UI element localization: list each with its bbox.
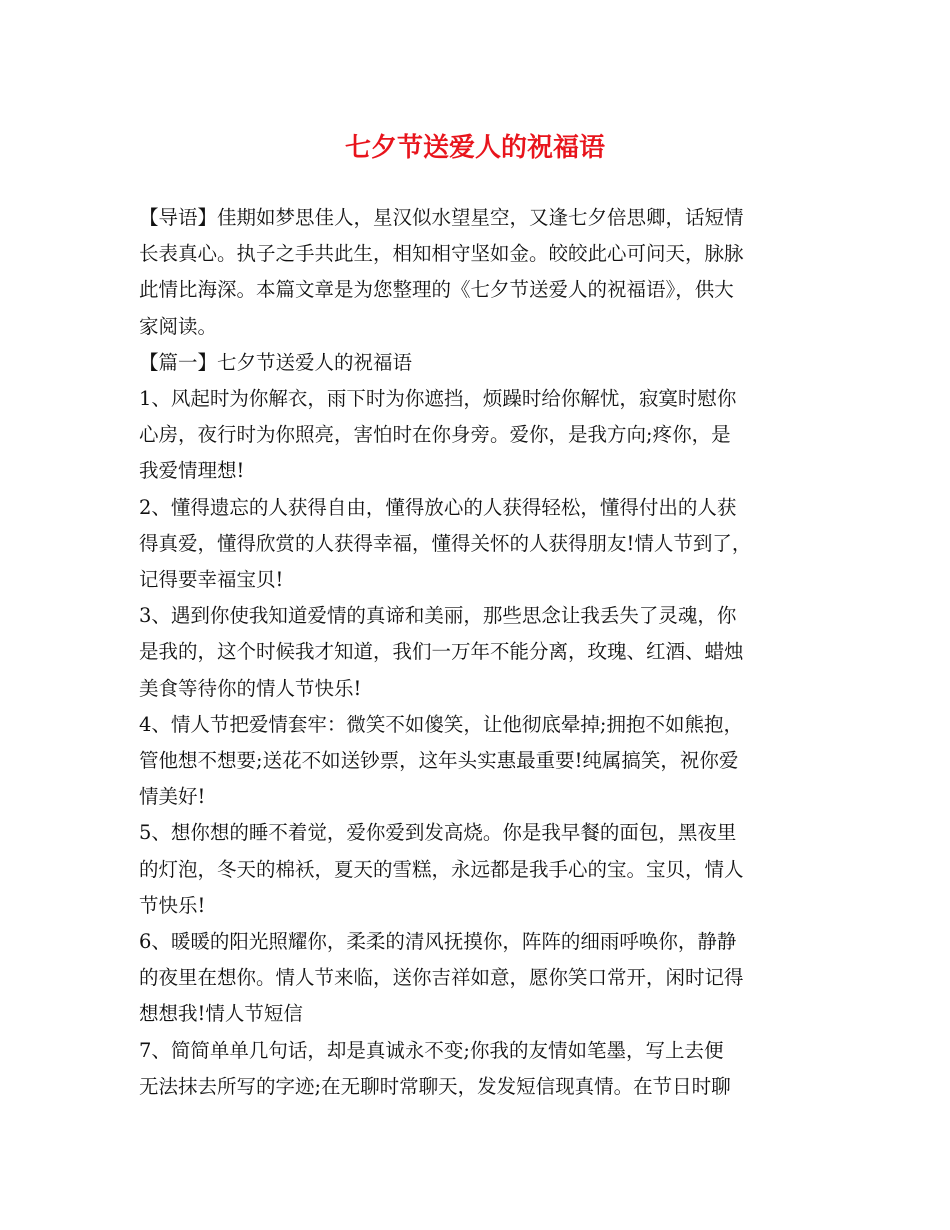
text-line: 4、情人节把爱情套牢：微笑不如傻笑，让他彻底晕掉;拥抱不如熊抱，	[139, 712, 743, 736]
text-line: 想想我!情人节短信	[139, 1002, 303, 1026]
text-line: 5、想你想的睡不着觉，爱你爱到发高烧。你是我早餐的面包，黑夜里	[139, 821, 737, 845]
text-line: 得真爱，懂得欣赏的人获得幸福，懂得关怀的人获得朋友!情人节到了，	[139, 531, 752, 555]
text-line: 长表真心。执子之手共此生，相知相守坚如金。皎皎此心可问天，脉脉	[139, 242, 744, 266]
text-line: 此情比海深。本篇文章是为您整理的《七夕节送爱人的祝福语》，供大	[139, 278, 734, 302]
text-line: 7、简简单单几句话，却是真诚永不变;你我的友情如笔墨，写上去便	[139, 1038, 724, 1062]
text-line: 心房，夜行时为你照亮，害怕时在你身旁。爱你，是我方向;疼你，是	[139, 423, 731, 447]
text-line: 的夜里在想你。情人节来临，送你吉祥如意，愿你笑口常开，闲时记得	[139, 966, 744, 990]
text-line: 美食等待你的情人节快乐!	[139, 676, 362, 700]
text-line: 的灯泡，冬天的棉袄，夏天的雪糕，永远都是我手心的宝。宝贝，情人	[139, 857, 744, 881]
text-line: 家阅读。	[139, 314, 218, 338]
text-line: 无法抹去所写的字迹;在无聊时常聊天，发发短信现真情。在节日时聊	[139, 1074, 731, 1098]
text-line: 【导语】佳期如梦思佳人，星汉似水望星空，又逢七夕倍思卿，话短情	[139, 206, 744, 229]
text-line: 记得要幸福宝贝!	[139, 568, 284, 592]
text-line: 6、暖暖的阳光照耀你，柔柔的清风抚摸你，阵阵的细雨呼唤你，静静	[139, 930, 737, 954]
text-line: 我爱情理想!	[139, 459, 245, 483]
section-heading: 【篇一】七夕节送爱人的祝福语	[139, 350, 413, 374]
text-line: 1、风起时为你解衣，雨下时为你遮挡，烦躁时给你解忧，寂寞时慰你	[139, 387, 737, 411]
text-line: 2、懂得遗忘的人获得自由，懂得放心的人获得轻松，懂得付出的人获	[139, 495, 737, 519]
document-title: 七夕节送爱人的祝福语	[344, 133, 605, 163]
text-line: 管他想不想要;送花不如送钞票，这年头实惠最重要!纯属搞笑，祝你爱	[139, 749, 739, 773]
text-line: 节快乐!	[139, 893, 206, 917]
text-line: 情美好!	[139, 785, 206, 809]
text-line: 3、遇到你使我知道爱情的真谛和美丽，那些思念让我丢失了灵魂，你	[139, 604, 737, 628]
text-line: 是我的，这个时候我才知道，我们一万年不能分离，玫瑰、红酒、蜡烛	[139, 640, 744, 664]
document-body	[139, 200, 819, 1105]
